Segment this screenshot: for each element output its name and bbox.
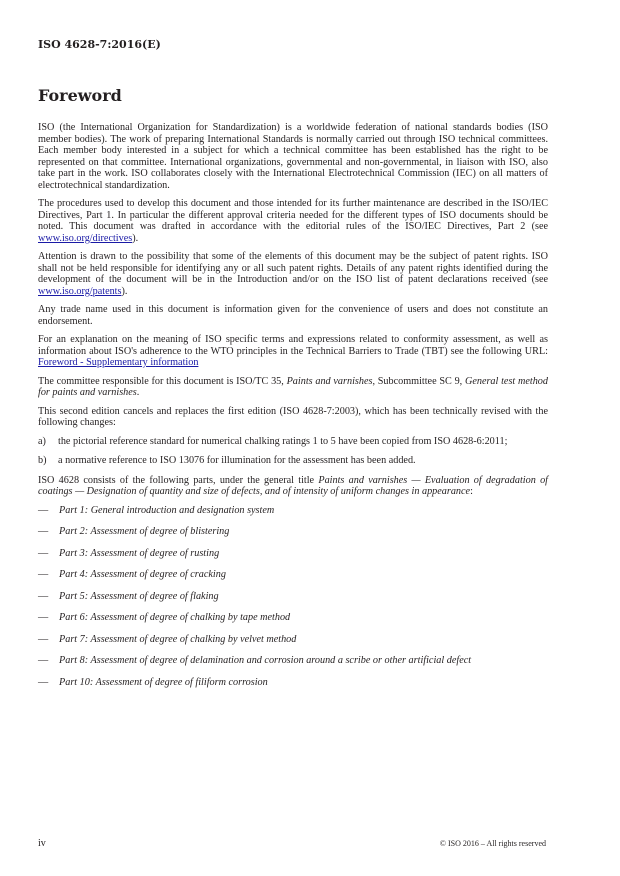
list-marker: — [38, 569, 49, 580]
list-text: Part 4: Assessment of degree of cracking [59, 569, 226, 580]
patents-link[interactable]: www.iso.org/patents [38, 285, 122, 297]
directives-link[interactable]: www.iso.org/directives [38, 232, 133, 244]
list-marker: a) [38, 435, 46, 447]
general-title: Paints and varnishes — Evaluation of degradation of coatings — Designation of quantity and size of defects, and of intensity of uniform changes in appearance [38, 474, 548, 497]
list-item [38, 548, 548, 560]
page-number: iv [38, 838, 46, 849]
list-text: Part 10: Assessment of degree of filiform corrosion [59, 676, 268, 688]
list-item [38, 591, 548, 603]
list-text: a normative reference to ISO 13076 for illumination for the assessment has been added. [58, 455, 416, 466]
paragraph-text: The procedures used to develop this document and those intended for its further maintenance are described in the ISO/IEC Directives, Part 1. In particular the different approval criteria needed for the different types of ISO documents should be noted. This document was drafted in accordance with the editorial rules of the ISO/IEC Directives, Part 2 (see [38, 198, 548, 232]
list-item [38, 505, 548, 517]
paragraph-patents [38, 251, 548, 297]
paragraph-procedures [38, 198, 548, 244]
list-text: Part 6: Assessment of degree of chalking by tape method [59, 612, 291, 623]
foreword-body [38, 122, 548, 698]
paragraph-text: The committee responsible for this document is ISO/TC 35, [38, 375, 287, 387]
supplementary-info-link[interactable]: Foreword - Supplementary information [38, 357, 199, 368]
paragraph-text: . [136, 387, 140, 398]
list-marker: — [38, 526, 49, 537]
list-marker: — [38, 655, 49, 666]
list-marker: b) [38, 455, 47, 466]
list-text: Part 1: General introduction and designation system [59, 504, 275, 516]
list-text: Part 2: Assessment of degree of blistering [59, 526, 230, 537]
page-title: Foreword [38, 86, 122, 105]
list-item [38, 677, 548, 689]
list-marker: — [38, 504, 49, 516]
list-item [38, 455, 548, 467]
paragraph-text: For an explanation on the meaning of ISO specific terms and expressions related to conformity assessment, as well as information about ISO's adherence to the WTO principles in the Technical Barriers to Trade (TBT) see the following URL: [38, 334, 548, 357]
list-item [38, 612, 548, 624]
list-marker: — [38, 547, 49, 559]
list-item [38, 569, 548, 581]
list-item [38, 526, 548, 538]
paragraph-text: ). [132, 232, 139, 244]
list-text: Part 8: Assessment of degree of delamination and corrosion around a scribe or other artificial defect [59, 655, 472, 666]
list-marker: — [38, 612, 49, 623]
committee-title: Paints and varnishes [286, 375, 373, 387]
document-id: ISO 4628-7:2016(E) [38, 38, 161, 51]
list-text: the pictorial reference standard for numerical chalking ratings 1 to 5 have been copied from ISO 4628-6:2011; [58, 435, 508, 447]
list-text: Part 3: Assessment of degree of rusting [59, 547, 220, 559]
paragraph-committee [38, 376, 548, 399]
paragraph-text: , Subcommittee SC 9, [372, 375, 465, 387]
subcommittee-title: General test method for paints and varnishes [38, 375, 548, 398]
paragraph-trade-name: Any trade name used in this document is information given for the convenience of users and does not constitute an endorsement. [38, 304, 548, 327]
paragraph-text: ISO 4628 consists of the following parts, under the general title [38, 474, 319, 486]
list-text: Part 5: Assessment of degree of flaking [59, 590, 219, 602]
paragraph-parts [38, 475, 548, 498]
paragraph-conformity [38, 334, 548, 369]
list-marker: — [38, 633, 49, 645]
paragraph-text: : [470, 486, 473, 497]
paragraph-edition: This second edition cancels and replaces the first edition (ISO 4628-7:2003), which has been technically revised with the following changes: [38, 405, 548, 428]
paragraph-text: Attention is drawn to the possibility that some of the elements of this document may be the subject of patent rights. ISO shall not be held responsible for identifying any or all such patent rights. Details of any patent rights identified during the development of the document will be in the Introduction and/or on the ISO list of patent declarations received (see [38, 251, 548, 285]
paragraph-iso-intro: ISO (the International Organization for Standardization) is a worldwide federation of national standards bodies (ISO member bodies). The work of preparing International Standards is normally carried out through ISO technical committees. Each member body interested in a subject for which a technical committee has been established has the right to be represented on that committee. International organizations, governmental and non-governmental, in liaison with ISO, also take part in the work. ISO collaborates closely with the International Electrotechnical Commission (IEC) on all matters of electrotechnical standardization. [38, 122, 548, 191]
paragraph-text: ). [121, 285, 128, 297]
list-marker: — [38, 676, 49, 688]
list-item [38, 634, 548, 646]
list-marker: — [38, 590, 49, 602]
list-item [38, 436, 548, 448]
list-item [38, 655, 548, 667]
copyright-notice: © ISO 2016 – All rights reserved [439, 839, 546, 848]
list-text: Part 7: Assessment of degree of chalking by velvet method [59, 633, 297, 645]
